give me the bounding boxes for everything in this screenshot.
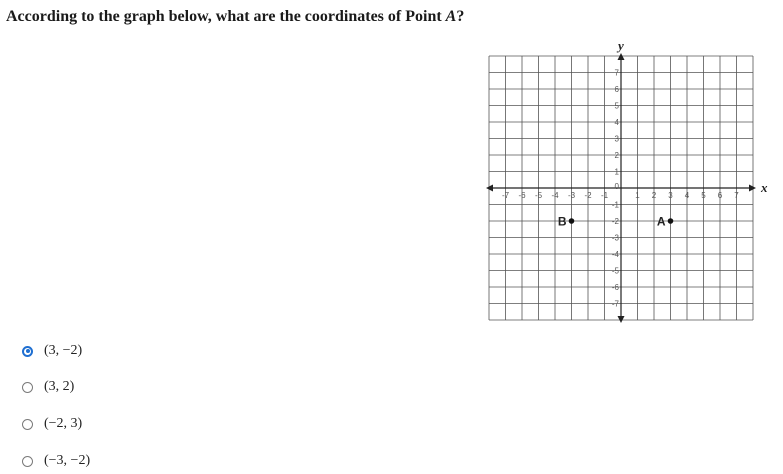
y-axis-label: y [618,40,624,53]
x-tick-label: 4 [684,191,690,200]
choice-label: (−3, −2) [44,453,91,468]
x-tick-label: -7 [501,191,510,200]
x-tick-label: 7 [734,191,739,200]
y-tick-label: -7 [611,299,619,309]
y-tick-label: -4 [611,250,619,259]
y-tick-label: 7 [614,68,619,78]
y-tick-label: -2 [611,217,619,226]
radio-icon[interactable] [22,456,33,467]
y-tick-label: -6 [611,283,619,292]
y-tick-label: 1 [614,167,619,177]
x-tick-label: 3 [668,191,673,200]
radio-icon[interactable] [22,382,33,393]
y-tick-label: -3 [611,233,619,243]
choice-label: (−2, 3) [44,416,83,431]
x-tick-label: -2 [584,191,592,200]
choice-option-1[interactable] [22,343,82,359]
radio-icon[interactable] [22,419,33,430]
origin-label: 0 [614,182,619,191]
y-axis-arrow-down-icon [618,316,625,323]
choice-label: (3, 2) [44,379,75,394]
question-prefix: According to the graph below, what are the coordinates of Point [6,8,446,25]
point-b-marker [569,218,575,224]
y-tick-label: 2 [614,151,619,160]
choice-option-2[interactable] [22,379,74,395]
y-axis-arrow-up-icon [618,53,625,60]
choice-option-3[interactable] [22,416,82,432]
x-tick-label: -6 [518,191,526,200]
x-tick-label: -4 [551,191,559,200]
choice-option-4[interactable] [22,453,90,469]
x-tick-label: 1 [635,191,640,200]
y-tick-label: 4 [614,118,619,127]
x-tick-label: 2 [651,191,657,200]
x-tick-label: -1 [600,191,609,200]
y-tick-label: 3 [614,134,619,144]
x-tick-label: -3 [567,191,576,200]
question-variable: A [445,8,457,25]
question-suffix: ? [456,8,465,25]
y-tick-label: 5 [614,101,619,111]
y-tick-label: -1 [611,200,619,210]
radio-icon[interactable] [22,346,33,357]
y-tick-label: -5 [611,266,619,276]
question-text [6,8,464,26]
x-tick-label: 6 [717,191,723,200]
coordinate-grid-svg [480,40,770,330]
x-axis-arrow-left-icon [486,185,493,192]
x-axis-label: x [761,180,768,195]
x-axis-arrow-right-icon [749,185,756,192]
coordinate-graph [480,40,770,330]
x-tick-label: 5 [701,191,706,200]
point-a-marker [668,218,674,224]
point-a-label: A [656,214,666,229]
y-tick-label: 6 [614,85,619,94]
choice-label: (3, −2) [44,343,83,358]
x-tick-label: -5 [534,191,543,200]
point-b-label: B [557,214,567,229]
